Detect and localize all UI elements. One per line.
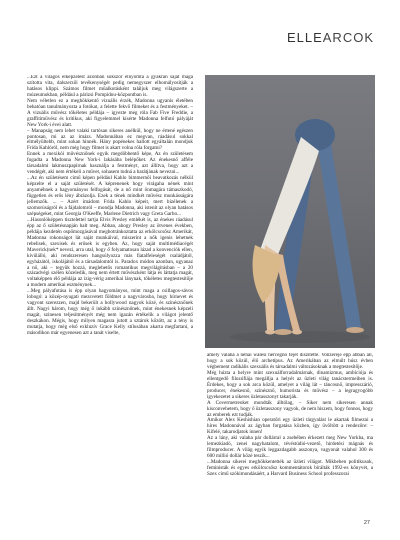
paragraph: A Covermetreoket mondták álltólag, – Siker nem sikeresen annak kisconvehetem, hogy ő üzletasszony vagyok, de nem hiszem, hogy fonnos, hogy az emberek ezt tudják. <box>207 399 373 418</box>
photo-illustration <box>205 75 375 348</box>
paragraph: ...Madonna sikerei meghökkentették az üzleti világot. Mikbeben politikusok, feministák és egyes erkölcscsősz kommentátorok bírálták 1992-es könyvét, a Szex című szókimondásáért, a Harvard Business School professzorai <box>207 459 373 478</box>
paragraph: ...Ezt a világos elképzelést azonban sokszor elnyomta a gyakran saját maga szította vita, dalszerzői tevékenységét pedig nemegyszer elhomályosítják a hatásos klippi. Számos filmet műalkotásként találjuk meg világszerte a múzeumokban, például a párizsi Pompidou-központban is. <box>27 75 193 98</box>
paragraph: ...Meg pályafutása is épp olyan hagyományos, mint maga a csillagos-sávos lobogó: a közép-nyugati mezsvetett földmet a nagyvárosba, hogy hírnevet és vagyont szerezzen, majd bekerült a hollywood nagyok közé, és színésznőnek állt. Nagyi három, hogy még ő inkább színésznőnek, mint énekesnek képzeli magát, szinesen teljesítményét még nem igazán értékelik a világot jelentő deszkákon. Mégis, hogy milyen magasra jutott a sztárok között, az a tény is mutatja, hogy még első exkluzív Grace Kelly stílusában akarta megfartani, a másodikon már egyenesen azt a tanát viselte, <box>27 288 193 336</box>
masthead-brand: ELLE <box>286 30 323 45</box>
masthead <box>287 30 374 45</box>
paragraph: amely valaha a néhai walesi hercegnő fejét díszítette. Vonzereje épp abban áll, hogy a sok közül, élő archetípus. Az Amerikában az elmúlt húsz évben végbement radikális szexuális és társadalmi változásoknak a megtestesítője. <box>207 353 373 370</box>
masthead-section: ARCOK <box>322 30 374 45</box>
paragraph: Nem véletlen ez a meghökkentő vizuális érzék, Madonna ugyanis életében behatóan tanulmányozta a fotókat, a felette fekvő filmeket és a festményeket. – A vizuális művész tökéletes példája – igyezte meg róla Fab Five Freddie, a graffitiművész és kritikus, aki figyelemmel kísérte Madonna felfutó pályáját New York-i évei alatt. <box>27 97 193 128</box>
paragraph: Amikor Alex Keshishian operatőri egy üzleti tárgyalást le akartak filmezni a híres Madonnával az ágyban forgatása közben, így üvöltött a rendezőre: – Kifelé, takarodjatok innen! <box>207 417 373 436</box>
paragraph: ...Hasonlóképpen tisztelettel tartja Elvis Presley emlékét is, az énekes ráadásul épp az ő születésnapján halt meg. Abban, ahogy Presley az ötvenes években, példája kezdetén ospőmozgásával megbotránkoztatta az erkölcscsősz Amerikát, Madonna rokonságot lát saját munkáival, miszerint a nők igenis lehetnek rebelisek, szexisek és erősek is egyben. Az, hogy saját multimédiacégét Maverick(nek* nevezi, arra utal, hogy ő folyamatosan lázad a konvenciók ellen, kívülálló, aki rendszeresen hangsúlyozza más fiatalfeleségét családjától, egyházától, iskolájától és a társadalomtól is. Paradox módon azonban, ugyanaz a nő, aki – tegyük hozzá, meglehetős romantikus megvilágításban – a 20 századvégi szélen közeledik, meg nem értett művészként látja és láttatja magát, voltaképpen élő példája az ízig-vérig amerikai lánynak, tökéletes megtestesítője a modern amerikai eszménynek... <box>27 216 193 289</box>
page-number: 27 <box>363 520 370 526</box>
paragraph: Az a lány, aki valaha pár dollárral a zsebében érkezett meg New Yorkba, ma lemezkiadó, zenei nagyhatalom, tévéstúdió-vezető, hirdetési mágnás és filmproducer. A világ egyik leggazdagabb asszonya, vagyonát valahol 300 és 600 millió dollár közé teszik... <box>207 435 373 460</box>
paragraph: – Manapság nem lehet valaki tartósan sikeres anélkül, hogy ne értené egészen pontosan, mi az az imázs. Madonnában ez megvan, ráadásul sokkal elmélyültebb, mint sokan hinnék. Hány popénekes hallott egyáltalán mondjuk Frida Kahlóról, nem még hogy filmet is akart volna róla forgatni? <box>27 127 193 152</box>
left-text-column <box>27 75 193 515</box>
paragraph: Még húzta a helyre mint szexuálforradalmárnak, dinamizmus, ambíciója és ellentgedő filozófiája megállja a helyét az üzleti világ tanácstermeiben is. Érdekes, hogy a sok arca közül, amelyet a világ lát – táncosnő, impresszárió, producer, énekesnő, színésznő, humorista és művész – a legragyogóbb igyekezetet a sikeres üzletasszonyt takarják. <box>207 369 373 400</box>
paragraph: ...Az én születésem című képen például Kahlo bimmernői beavatkozás nélkül képzelte el a saját születését. A képrenenek hogy virágaha nének mint anyaméhnek a hagyományos felfogását, de a nő mint önmagára támaszkodó, független és erős lény ábrázolja. Ezek a tének mindkét művész munkásságára jellemzők. ... – Azért imádom Frida Kahlo képeit, mert bízélenek a szomorúságról és a fájdalomról – mondja Madonna, aki istenít az olyan hatásos szépségeket, mint Georgia O'Keeffe, Marlene Dietrich vagy Greta Garbo... <box>27 175 193 217</box>
woman-stretching-photo <box>205 75 375 348</box>
right-text-column <box>207 353 373 518</box>
paragraph: Ennek a mexikói művésznőnek egyik megdöbbentő képe, Az én születésem fogadta a Madonna New York-i lakásába belépőket. Az énekesnő afféle társadalmi lakmuszpapírnak használja a festményt, azt állítva, hogy azt a vendégét, aki nem értékeli a művet, sohasem tudná a barátjának nevezni... <box>27 151 193 176</box>
